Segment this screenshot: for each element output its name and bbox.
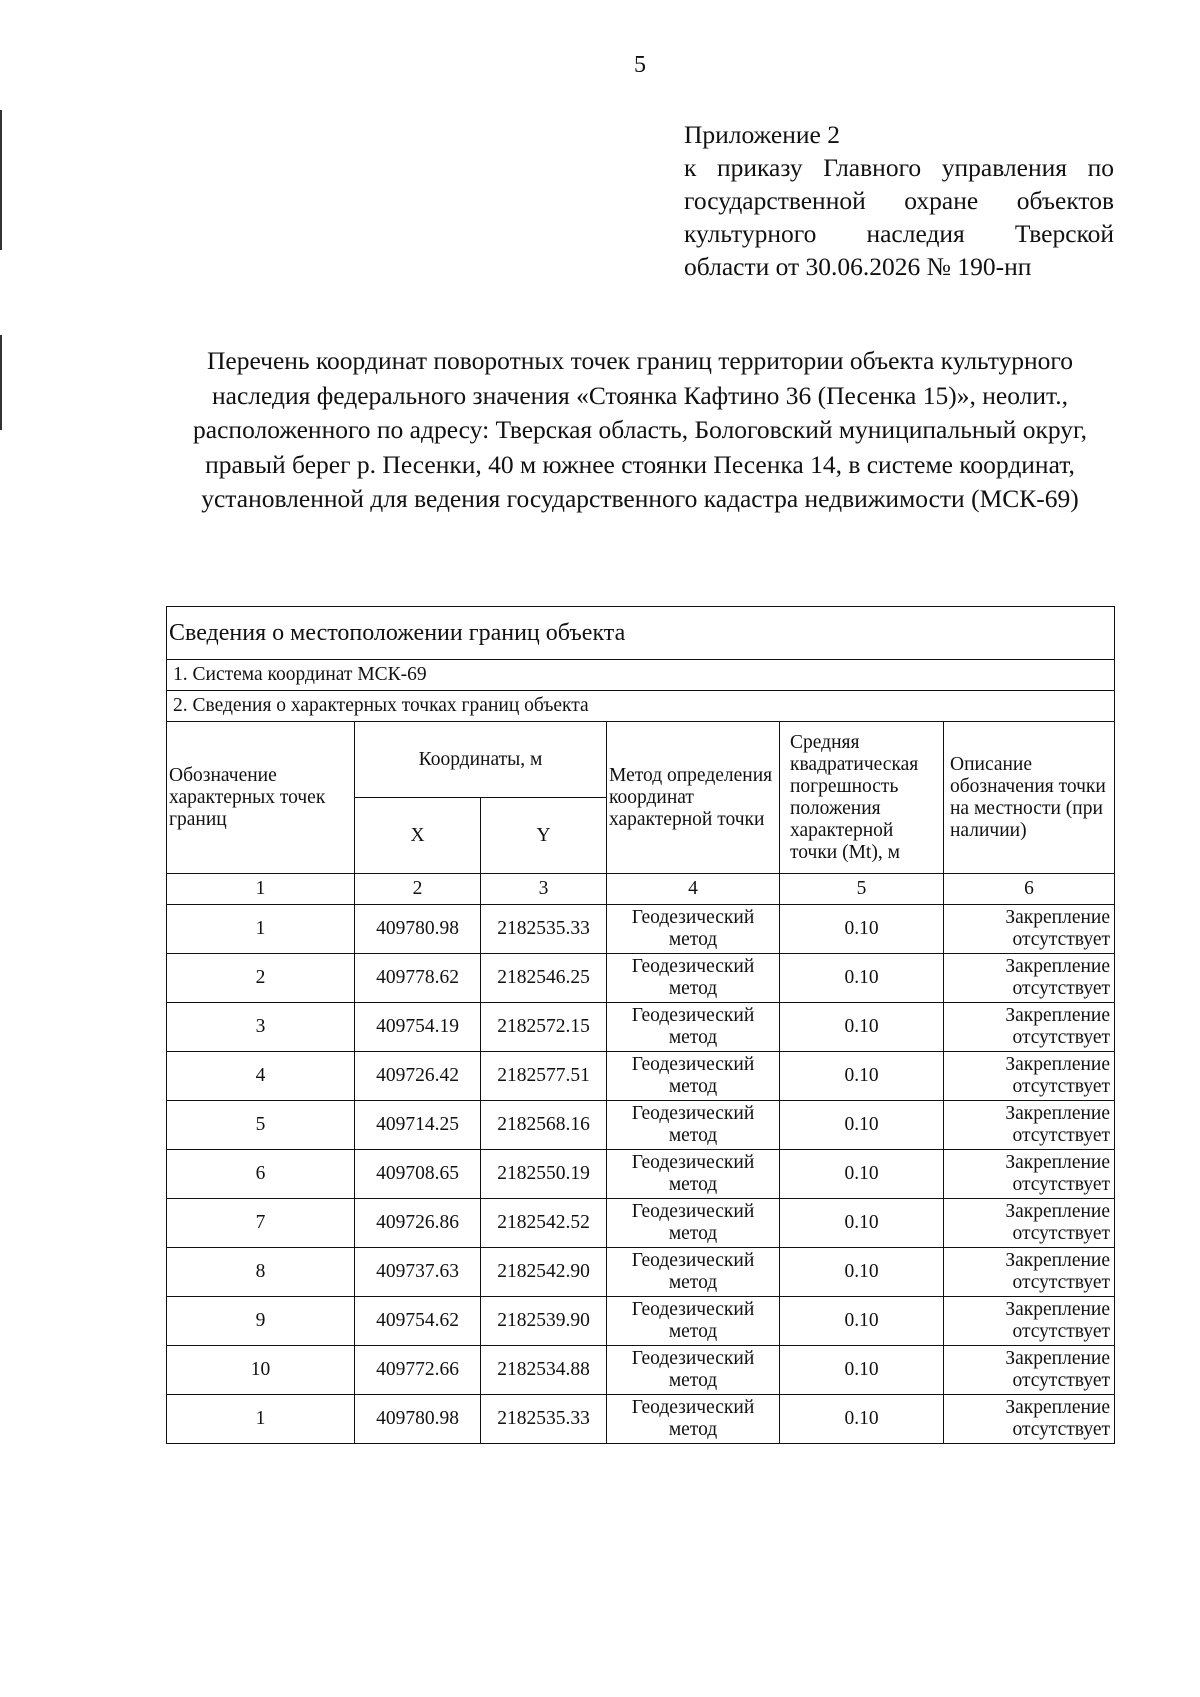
description-cell — [944, 1003, 1115, 1052]
description-line-1: Закрепление — [1005, 1054, 1111, 1075]
description-cell — [944, 905, 1115, 954]
description-line-1: Закрепление — [1005, 1299, 1111, 1320]
table-row — [167, 1248, 1115, 1297]
page-number: 5 — [634, 52, 646, 78]
y-coordinate-cell: 2182546.25 — [481, 954, 607, 1003]
scan-edge-mark — [0, 335, 2, 430]
method-line-1: Геодезический — [631, 1299, 755, 1320]
point-number-cell: 2 — [167, 954, 355, 1003]
error-cell: 0.10 — [780, 1101, 944, 1150]
column-number: 3 — [481, 874, 607, 905]
method-line-2: метод — [668, 1272, 718, 1293]
method-cell — [607, 1199, 780, 1248]
annex-reference: к приказу Главного управления по государственной охране объектов культурного наследия Тверской области от 30.06.2026 № 190-нп — [684, 153, 1114, 281]
description-line-2: отсутствует — [1012, 929, 1111, 950]
description-line-2: отсутствует — [1012, 1027, 1111, 1048]
x-coordinate-cell: 409737.63 — [355, 1248, 481, 1297]
method-line-2: метод — [668, 1076, 718, 1097]
method-line-2: метод — [668, 1370, 718, 1391]
method-cell — [607, 905, 780, 954]
method-line-1: Геодезический — [631, 1103, 755, 1124]
table-row — [167, 1297, 1115, 1346]
document-title: Перечень координат поворотных точек границ территории объекта культурного наследия федерального значения «Стоянка Кафтино 36 (Песенка 15)», неолит., расположенного по адресу: Тверская область, Бологовский муниципальный округ, правый берег р. Песенки, 40 м южнее стоянки Песенка 14, в системе координат, установленной для ведения государственного кадастра недвижимости (МСК-69) — [193, 346, 1087, 513]
description-line-2: отсутствует — [1012, 1223, 1111, 1244]
y-coordinate-cell: 2182535.33 — [481, 905, 607, 954]
x-coordinate-cell: 409726.86 — [355, 1199, 481, 1248]
method-line-2: метод — [668, 1174, 718, 1195]
table-row — [167, 1346, 1115, 1395]
point-number-cell: 5 — [167, 1101, 355, 1150]
x-coordinate-cell: 409780.98 — [355, 1395, 481, 1444]
table-row — [167, 1150, 1115, 1199]
method-cell — [607, 1248, 780, 1297]
header-y: Y — [481, 798, 607, 874]
description-cell — [944, 1101, 1115, 1150]
column-number: 1 — [167, 874, 355, 905]
error-cell: 0.10 — [780, 1052, 944, 1101]
annex-heading: Приложение 2 — [684, 120, 840, 149]
method-line-2: метод — [668, 1223, 718, 1244]
method-line-1: Геодезический — [631, 1397, 755, 1418]
description-line-2: отсутствует — [1012, 1174, 1111, 1195]
description-line-2: отсутствует — [1012, 1125, 1111, 1146]
description-line-1: Закрепление — [1005, 1250, 1111, 1271]
point-number-cell: 6 — [167, 1150, 355, 1199]
method-line-2: метод — [668, 978, 718, 999]
description-line-1: Закрепление — [1005, 1201, 1111, 1222]
y-coordinate-cell: 2182542.52 — [481, 1199, 607, 1248]
description-line-1: Закрепление — [1005, 907, 1111, 928]
x-coordinate-cell: 409778.62 — [355, 954, 481, 1003]
error-cell: 0.10 — [780, 1297, 944, 1346]
point-number-cell: 1 — [167, 905, 355, 954]
method-line-1: Геодезический — [631, 1005, 755, 1026]
method-line-1: Геодезический — [631, 1152, 755, 1173]
header-coordinates: Координаты, м — [355, 722, 607, 798]
error-cell: 0.10 — [780, 1395, 944, 1444]
description-line-2: отсутствует — [1012, 1419, 1111, 1440]
header-x: X — [355, 798, 481, 874]
method-line-2: метод — [668, 929, 718, 950]
method-line-1: Геодезический — [631, 1201, 755, 1222]
table-row — [167, 905, 1115, 954]
y-coordinate-cell: 2182535.33 — [481, 1395, 607, 1444]
coordinate-system-label: 1. Система координат МСК-69 — [167, 660, 1115, 691]
description-cell — [944, 1346, 1115, 1395]
x-coordinate-cell: 409754.62 — [355, 1297, 481, 1346]
method-line-2: метод — [668, 1027, 718, 1048]
description-cell — [944, 1052, 1115, 1101]
method-cell — [607, 1003, 780, 1052]
coordinates-table — [166, 606, 1115, 1444]
description-line-1: Закрепление — [1005, 1152, 1111, 1173]
method-cell — [607, 1052, 780, 1101]
description-line-1: Закрепление — [1005, 1348, 1111, 1369]
error-cell: 0.10 — [780, 1003, 944, 1052]
annex-block — [684, 118, 1114, 283]
column-number: 6 — [944, 874, 1115, 905]
description-line-2: отсутствует — [1012, 1370, 1111, 1391]
header-error: Средняя квадратическая погрешность положения характерной точки (Mt), м — [780, 722, 944, 874]
method-line-1: Геодезический — [631, 956, 755, 977]
method-cell — [607, 1297, 780, 1346]
y-coordinate-cell: 2182568.16 — [481, 1101, 607, 1150]
x-coordinate-cell: 409772.66 — [355, 1346, 481, 1395]
description-line-1: Закрепление — [1005, 1005, 1111, 1026]
error-cell: 0.10 — [780, 1346, 944, 1395]
description-line-1: Закрепление — [1005, 1103, 1111, 1124]
column-number: 4 — [607, 874, 780, 905]
y-coordinate-cell: 2182542.90 — [481, 1248, 607, 1297]
table-row — [167, 1003, 1115, 1052]
table-section-title: Сведения о местоположении границ объекта — [167, 607, 1115, 660]
x-coordinate-cell: 409754.19 — [355, 1003, 481, 1052]
method-line-2: метод — [668, 1321, 718, 1342]
method-line-1: Геодезический — [631, 907, 755, 928]
y-coordinate-cell: 2182534.88 — [481, 1346, 607, 1395]
description-cell — [944, 1395, 1115, 1444]
method-line-2: метод — [668, 1125, 718, 1146]
y-coordinate-cell: 2182577.51 — [481, 1052, 607, 1101]
table-row — [167, 1101, 1115, 1150]
header-designation: Обозначение характерных точек границ — [167, 722, 355, 874]
point-number-cell: 8 — [167, 1248, 355, 1297]
header-method: Метод определения координат характерной точки — [607, 722, 780, 874]
description-line-2: отсутствует — [1012, 1272, 1111, 1293]
column-number: 5 — [780, 874, 944, 905]
scan-edge-mark — [0, 110, 2, 250]
x-coordinate-cell: 409780.98 — [355, 905, 481, 954]
column-number: 2 — [355, 874, 481, 905]
method-line-1: Геодезический — [631, 1054, 755, 1075]
description-cell — [944, 954, 1115, 1003]
table-row — [167, 1199, 1115, 1248]
description-line-1: Закрепление — [1005, 1397, 1111, 1418]
error-cell: 0.10 — [780, 905, 944, 954]
description-cell — [944, 1199, 1115, 1248]
points-section-label: 2. Сведения о характерных точках границ объекта — [167, 691, 1115, 722]
table-row — [167, 1052, 1115, 1101]
method-cell — [607, 1346, 780, 1395]
y-coordinate-cell: 2182572.15 — [481, 1003, 607, 1052]
point-number-cell: 7 — [167, 1199, 355, 1248]
description-cell — [944, 1248, 1115, 1297]
error-cell: 0.10 — [780, 1248, 944, 1297]
table-row — [167, 1395, 1115, 1444]
method-line-1: Геодезический — [631, 1348, 755, 1369]
description-cell — [944, 1150, 1115, 1199]
x-coordinate-cell: 409708.65 — [355, 1150, 481, 1199]
point-number-cell: 1 — [167, 1395, 355, 1444]
method-line-1: Геодезический — [631, 1250, 755, 1271]
point-number-cell: 4 — [167, 1052, 355, 1101]
y-coordinate-cell: 2182539.90 — [481, 1297, 607, 1346]
method-cell — [607, 1150, 780, 1199]
point-number-cell: 3 — [167, 1003, 355, 1052]
x-coordinate-cell: 409726.42 — [355, 1052, 481, 1101]
point-number-cell: 10 — [167, 1346, 355, 1395]
header-description: Описание обозначения точки на местности (при наличии) — [944, 722, 1115, 874]
description-cell — [944, 1297, 1115, 1346]
description-line-2: отсутствует — [1012, 1076, 1111, 1097]
description-line-2: отсутствует — [1012, 1321, 1111, 1342]
error-cell: 0.10 — [780, 1199, 944, 1248]
table-row — [167, 954, 1115, 1003]
point-number-cell: 9 — [167, 1297, 355, 1346]
method-cell — [607, 1395, 780, 1444]
error-cell: 0.10 — [780, 1150, 944, 1199]
x-coordinate-cell: 409714.25 — [355, 1101, 481, 1150]
error-cell: 0.10 — [780, 954, 944, 1003]
method-cell — [607, 1101, 780, 1150]
method-cell — [607, 954, 780, 1003]
y-coordinate-cell: 2182550.19 — [481, 1150, 607, 1199]
description-line-1: Закрепление — [1005, 956, 1111, 977]
description-line-2: отсутствует — [1012, 978, 1111, 999]
method-line-2: метод — [668, 1419, 718, 1440]
